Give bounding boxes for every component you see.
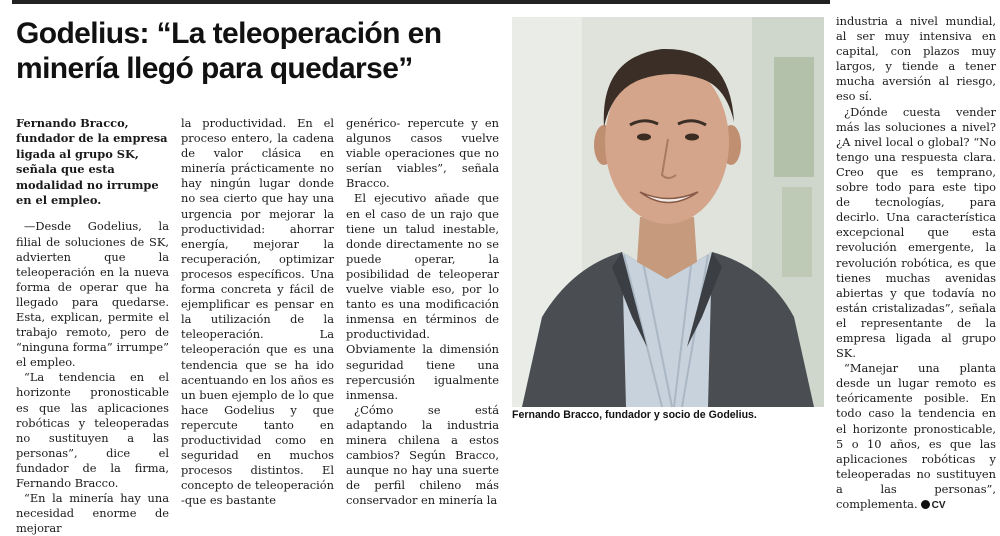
body-paragraph: genérico- repercute y en algunos casos vuelve viable operaciones que no serían viables”, señala Bracco. — [346, 116, 499, 191]
lead-paragraph: Fernando Bracco, fundador de la empresa ligada al grupo SK, señala que esta modalidad no irrumpe en el empleo. — [16, 116, 168, 208]
article-column-1 — [16, 116, 169, 536]
end-mark-icon — [921, 500, 930, 509]
headline: Godelius: “La teleoperación en minería llegó para quedarse” — [16, 17, 442, 85]
photo-caption: Fernando Bracco, fundador y socio de Godelius. — [512, 409, 757, 421]
top-rule — [12, 0, 830, 4]
portrait-photo — [512, 17, 824, 407]
author-signature: CV — [931, 500, 946, 511]
body-paragraph: ¿Dónde cuesta vender más las soluciones a nivel? ¿A nivel local o global? “No tengo una respuesta clara. Creo que es temprano, sobre todo para este tipo de tecnologías, para decirlo. Una característica excepcional que esta revolución emergente, la revolución robótica, es que tienes muchas avenidas abiertas y que todavía no están cristalizadas”, señala el representante de la empresa ligada al grupo SK. — [836, 104, 996, 361]
portrait-illustration — [512, 17, 824, 407]
body-paragraph: El ejecutivo añade que en el caso de un rajo que tiene un talud inestable, donde directamente no se puede operar, la posibilidad de teleoperar vuelve viable eso, por lo tanto es una modificación inmensa en términos de productividad. Obviamente la dimensión seguridad tiene una repercusión igualmente inmensa. — [346, 191, 499, 402]
article-column-3 — [346, 116, 499, 508]
article-column-2 — [181, 116, 334, 508]
closing-paragraph-text: “Manejar una planta desde un lugar remoto es teóricamente posible. En todo caso la tendencia en el horizonte pronosticable, 5 o 10 años, es que las aplicaciones robóticas y teleoperadas no sustituyen a las personas”, complementa. — [836, 361, 996, 511]
body-paragraph: ¿Cómo se está adaptando la industria minera chilena a estos cambios? Según Bracco, aunque no hay una suerte de perfil chileno más conservador en minería la — [346, 402, 499, 508]
body-paragraph: “En la minería hay una necesidad enorme de mejorar — [16, 491, 169, 536]
body-paragraph: “La tendencia en el horizonte pronosticable es que las aplicaciones robóticas y teleoperadas no sustituyen a las personas”, dice el fundador de la firma, Fernando Bracco. — [16, 370, 169, 491]
article-column-4 — [836, 14, 996, 511]
body-paragraph: —Desde Godelius, la filial de soluciones de SK, advierten que la teleoperación en la nueva forma de operar que ha llegado para quedarse. Esta, explican, permite el trabajo remoto, pero de “ninguna forma” irrumpe” el empleo. — [16, 219, 169, 370]
body-paragraph: industria a nivel mundial, al ser muy intensiva en capital, con plazos muy largos, y tiende a tener mucha aversión al riesgo, eso sí. — [836, 14, 996, 104]
body-paragraph: la productividad. En el proceso entero, la cadena de valor clásica en minería prácticamente no hay ningún lugar donde no sea cierto que hay una urgencia por mejorar la productividad: ahorrar energía, mejorar la recuperación, optimizar procesos específicos. Una forma concreta y fácil de ejemplificar es pensar en la utilización de la teleoperación. La teleoperación que es una tendencia que se ha ido acentuando en los años es un buen ejemplo de lo que hace Godelius y que repercute tanto en productividad como en seguridad en muchos procesos distintos. El concepto de teleoperación -que es bastante — [181, 116, 334, 508]
body-paragraph — [836, 361, 996, 513]
